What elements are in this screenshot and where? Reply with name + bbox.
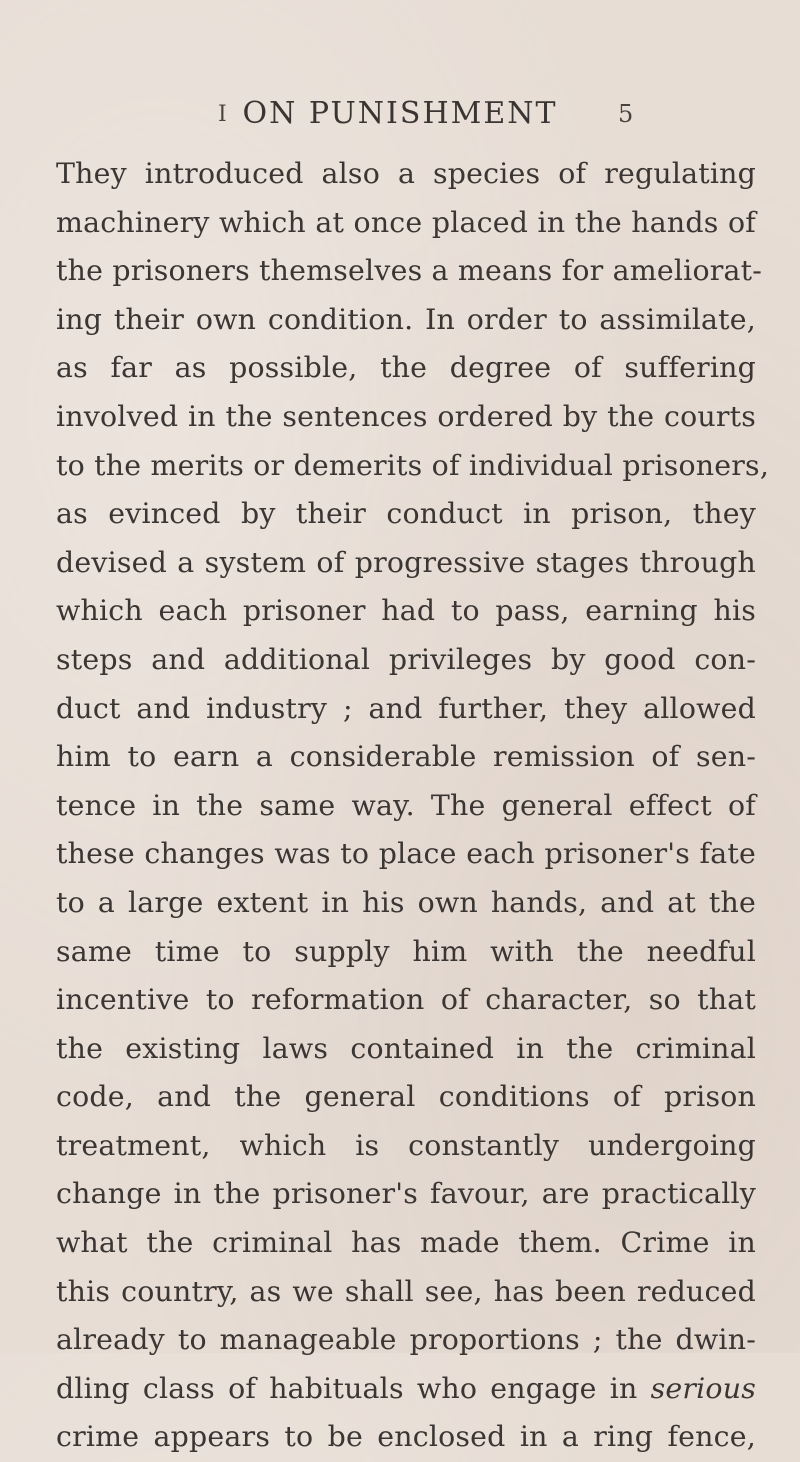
running-title: ON PUNISHMENT [242,96,558,131]
text-line: steps and additional privileges by good con- [56,642,756,676]
italic-word: serious [650,1371,756,1405]
text-line: They introduced also a species of regulating [56,157,756,190]
text-line: ing their own condition. In order to assimilate, [56,302,756,336]
text-line: change in the prisoner's favour, are practically [56,1177,756,1211]
text-line: the prisoners themselves a means for ameliorat- [56,254,763,288]
text-segment: dling class of habituals who engage in [56,1371,638,1405]
text-line: devised a system of progressive stages through [56,545,756,579]
text-line: incentive to reformation of character, so that [56,983,756,1017]
text-line: this country, as we shall see, has been reduced [56,1274,756,1308]
text-line: duct and industry ; and further, they allowed [56,691,756,725]
text-line: these changes was to place each prisoner's fate [56,837,756,871]
text-line: as evinced by their conduct in prison, they [56,497,756,531]
text-line: same time to supply him with the needful [56,934,756,968]
text-line: crime appears to be enclosed in a ring fence, [56,1420,756,1454]
text-line: machinery which at once placed in the hands of [56,205,756,239]
text-line: to a large extent in his own hands, and at the [56,885,756,919]
text-line: code, and the general conditions of prison [56,1080,756,1114]
chapter-numeral: I [218,102,227,127]
text-line: as far as possible, the degree of suffering [56,351,756,385]
text-line: the existing laws contained in the criminal [56,1031,756,1065]
text-line: him to earn a considerable remission of sen- [56,740,756,774]
text-line: which each prisoner had to pass, earning his [56,594,756,628]
text-line: what the criminal has made them. Crime in [56,1226,756,1260]
text-line: treatment, which is constantly undergoing [56,1128,756,1162]
text-line: to the merits or demerits of individual prisoners, [56,448,770,482]
text-line: tence in the same way. The general effect of [56,788,756,822]
body-paragraph [56,150,770,1462]
text-line: already to manageable proportions ; the dwin- [56,1323,756,1357]
running-head [0,96,800,136]
page-number: 5 [618,100,634,128]
text-line-with-italic [56,1365,756,1414]
text-line: involved in the sentences ordered by the courts [56,399,756,433]
